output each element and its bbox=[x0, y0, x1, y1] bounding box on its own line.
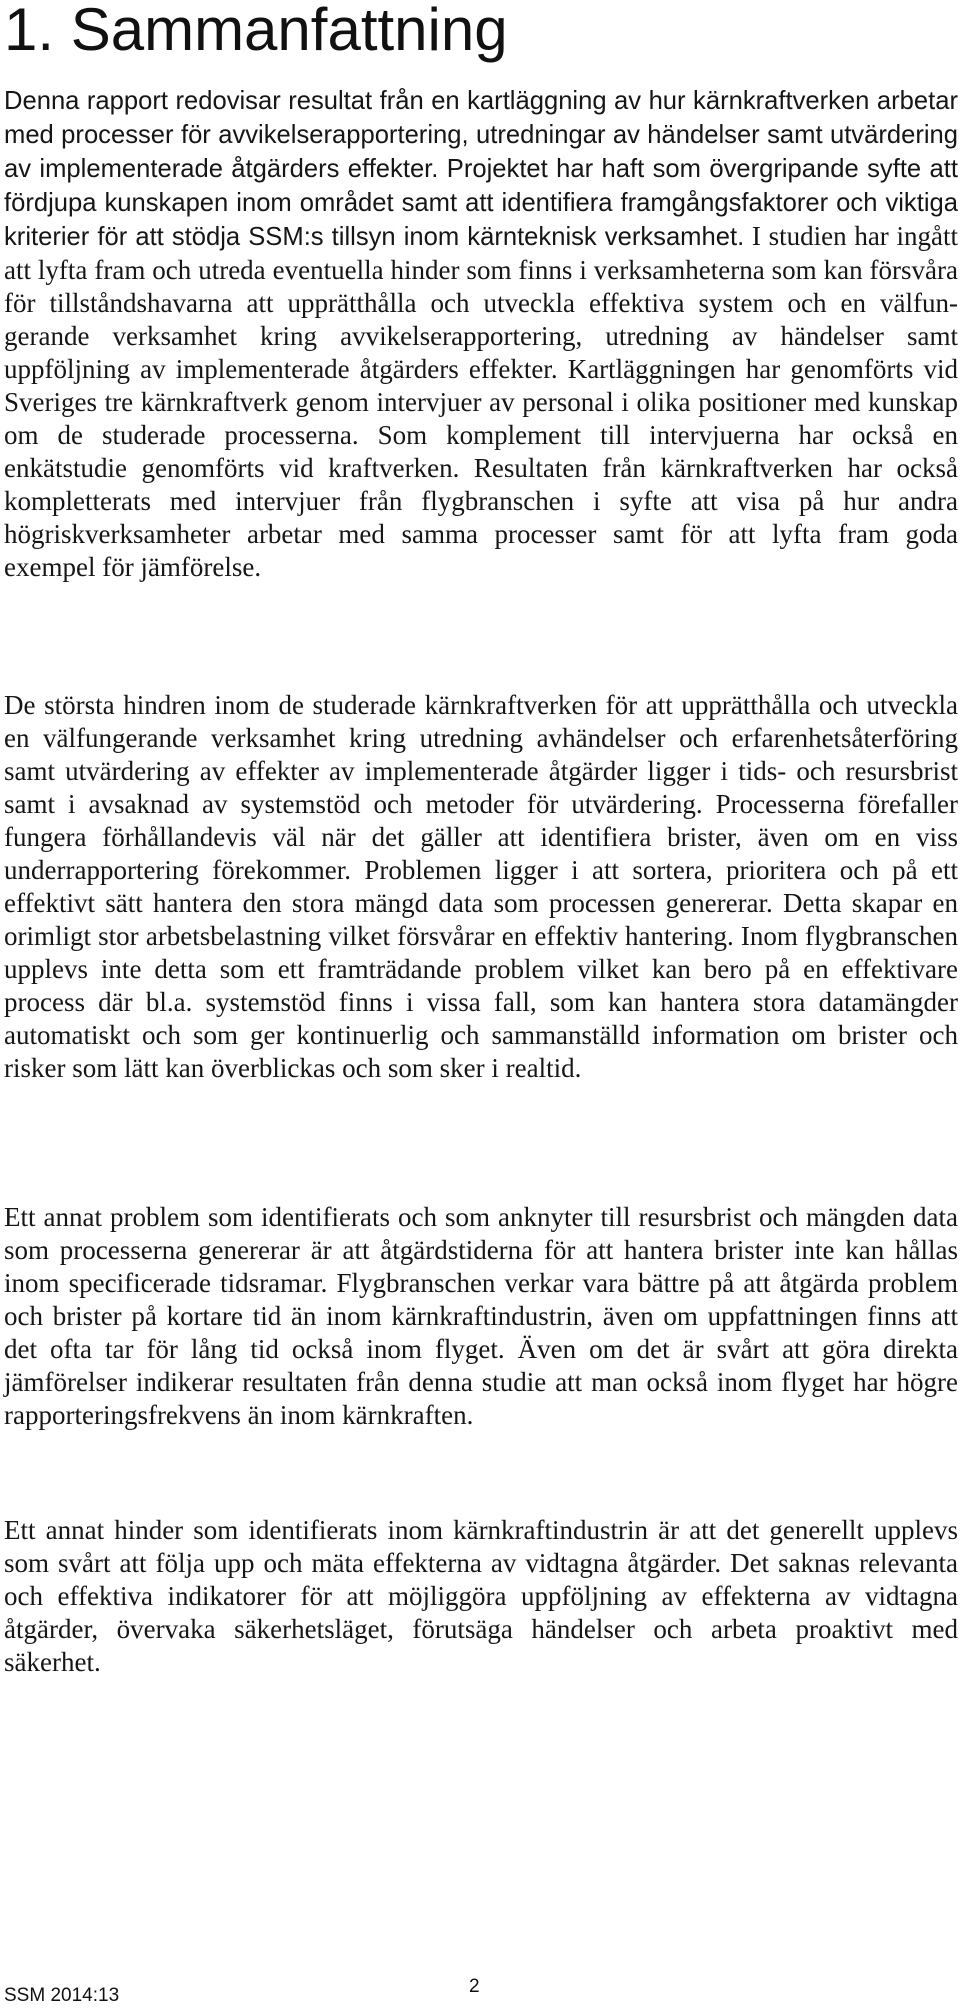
paragraph-1-serif-part: I studien har ingått att lyfta fram och utreda eventuella hinder som finns i verksamheterna som kan försvåra för tillståndshavarna att upprätthålla och utveckla effektiva system och en välfungerande verksamhet kring avvikelserapportering, utredning av händelser samt uppföljning av implementerade åtgärders effekter. Kartläggningen har genomförts vid Sveriges tre kärnkraftverk genom intervjuer av personal i olika positioner med kunskap om de studerade processerna. Som komplement till intervjuerna har också en enkätstudie genomförts vid kraftverken. Resultaten från kärnkraftverken har också kompletterats med intervjuer från flygbranschen i syfte att visa på hur andra högriskverksamheter arbetar med samma processer samt för att lyfta fram goda exempel för jämförelse. bbox=[4, 221, 959, 582]
footer-report-id: SSM 2014:13 bbox=[4, 1985, 120, 2006]
summary-paragraph-4: Ett annat hinder som identifierats inom kärnkraftindustrin är att det generellt upplevs som svårt att följa upp och mäta effekterna av vidtagna åtgärder. Det saknas relevanta och effektiva indikatorer för att möjliggöra uppföljning av effekterna av vidtagna åtgärder, övervaka säkerhetsläget, förutsäga händelser och arbeta proaktivt med säkerhet. bbox=[4, 1515, 958, 1677]
paragraph-1-sans-part: Denna rapport redovisar resultat från en kartläggning av hur kärnkraftverken arbetar med processer för avvikelserapportering, utredningar av händelser samt utvärdering av implementerade åtgärders effekter. Projektet har haft som övergripande syfte att fördjupa kunskapen inom området samt att identifiera framgångsfaktorer och viktiga kriterier för att stödja SSM:s tillsyn inom kärnteknisk verksamhet. bbox=[4, 87, 958, 251]
footer-page-number: 2 bbox=[469, 1976, 480, 1997]
page-title: 1. Sammanfattning bbox=[4, 0, 508, 63]
summary-paragraph-3: Ett annat problem som identifierats och som anknyter till resursbrist och mängden data som processerna genererar är att åtgärdstiderna för att hantera brister inte kan hållas inom specificerade tidsramar. Flygbranschen verkar vara bättre på att åtgärda problem och brister på kortare tid än inom kärnkraftindustrin, även om uppfattningen finns att det ofta tar för lång tid också inom flyget. Även om det är svårt att göra direkta jämförelser indikerar resultaten från denna studie att man också inom flyget har högre rapporteringsfrekvens än inom kärnkraften. bbox=[4, 1202, 958, 1430]
summary-paragraph-1 bbox=[4, 84, 958, 584]
summary-paragraph-2: De största hindren inom de studerade kärnkraftverken för att upprätthålla och utveckla en välfungerande verksamhet kring utredning avhändelser och erfarenhetsåterföring samt utvärdering av effekter av implementerade åtgärder ligger i tids- och resursbrist samt i avsaknad av systemstöd och metoder för utvärdering. Processerna förefaller fungera förhållandevis väl när det gäller att identifiera brister, även om en viss underrapportering förekommer. Problemen ligger i att sortera, prioritera och på ett effektivt sätt hantera den stora mängd data som processen genererar. Detta skapar en orimligt stor arbetsbelastning vilket försvårar en effektiv hantering. Inom flygbranschen upplevs inte detta som ett framträdande problem vilket kan bero på en effektivare process där bl.a. systemstöd finns i vissa fall, som kan hantera stora datamängder automatiskt och som ger kontinuerlig och sammanställd information om brister och risker som lätt kan överblickas och som sker i realtid. bbox=[4, 690, 958, 1083]
